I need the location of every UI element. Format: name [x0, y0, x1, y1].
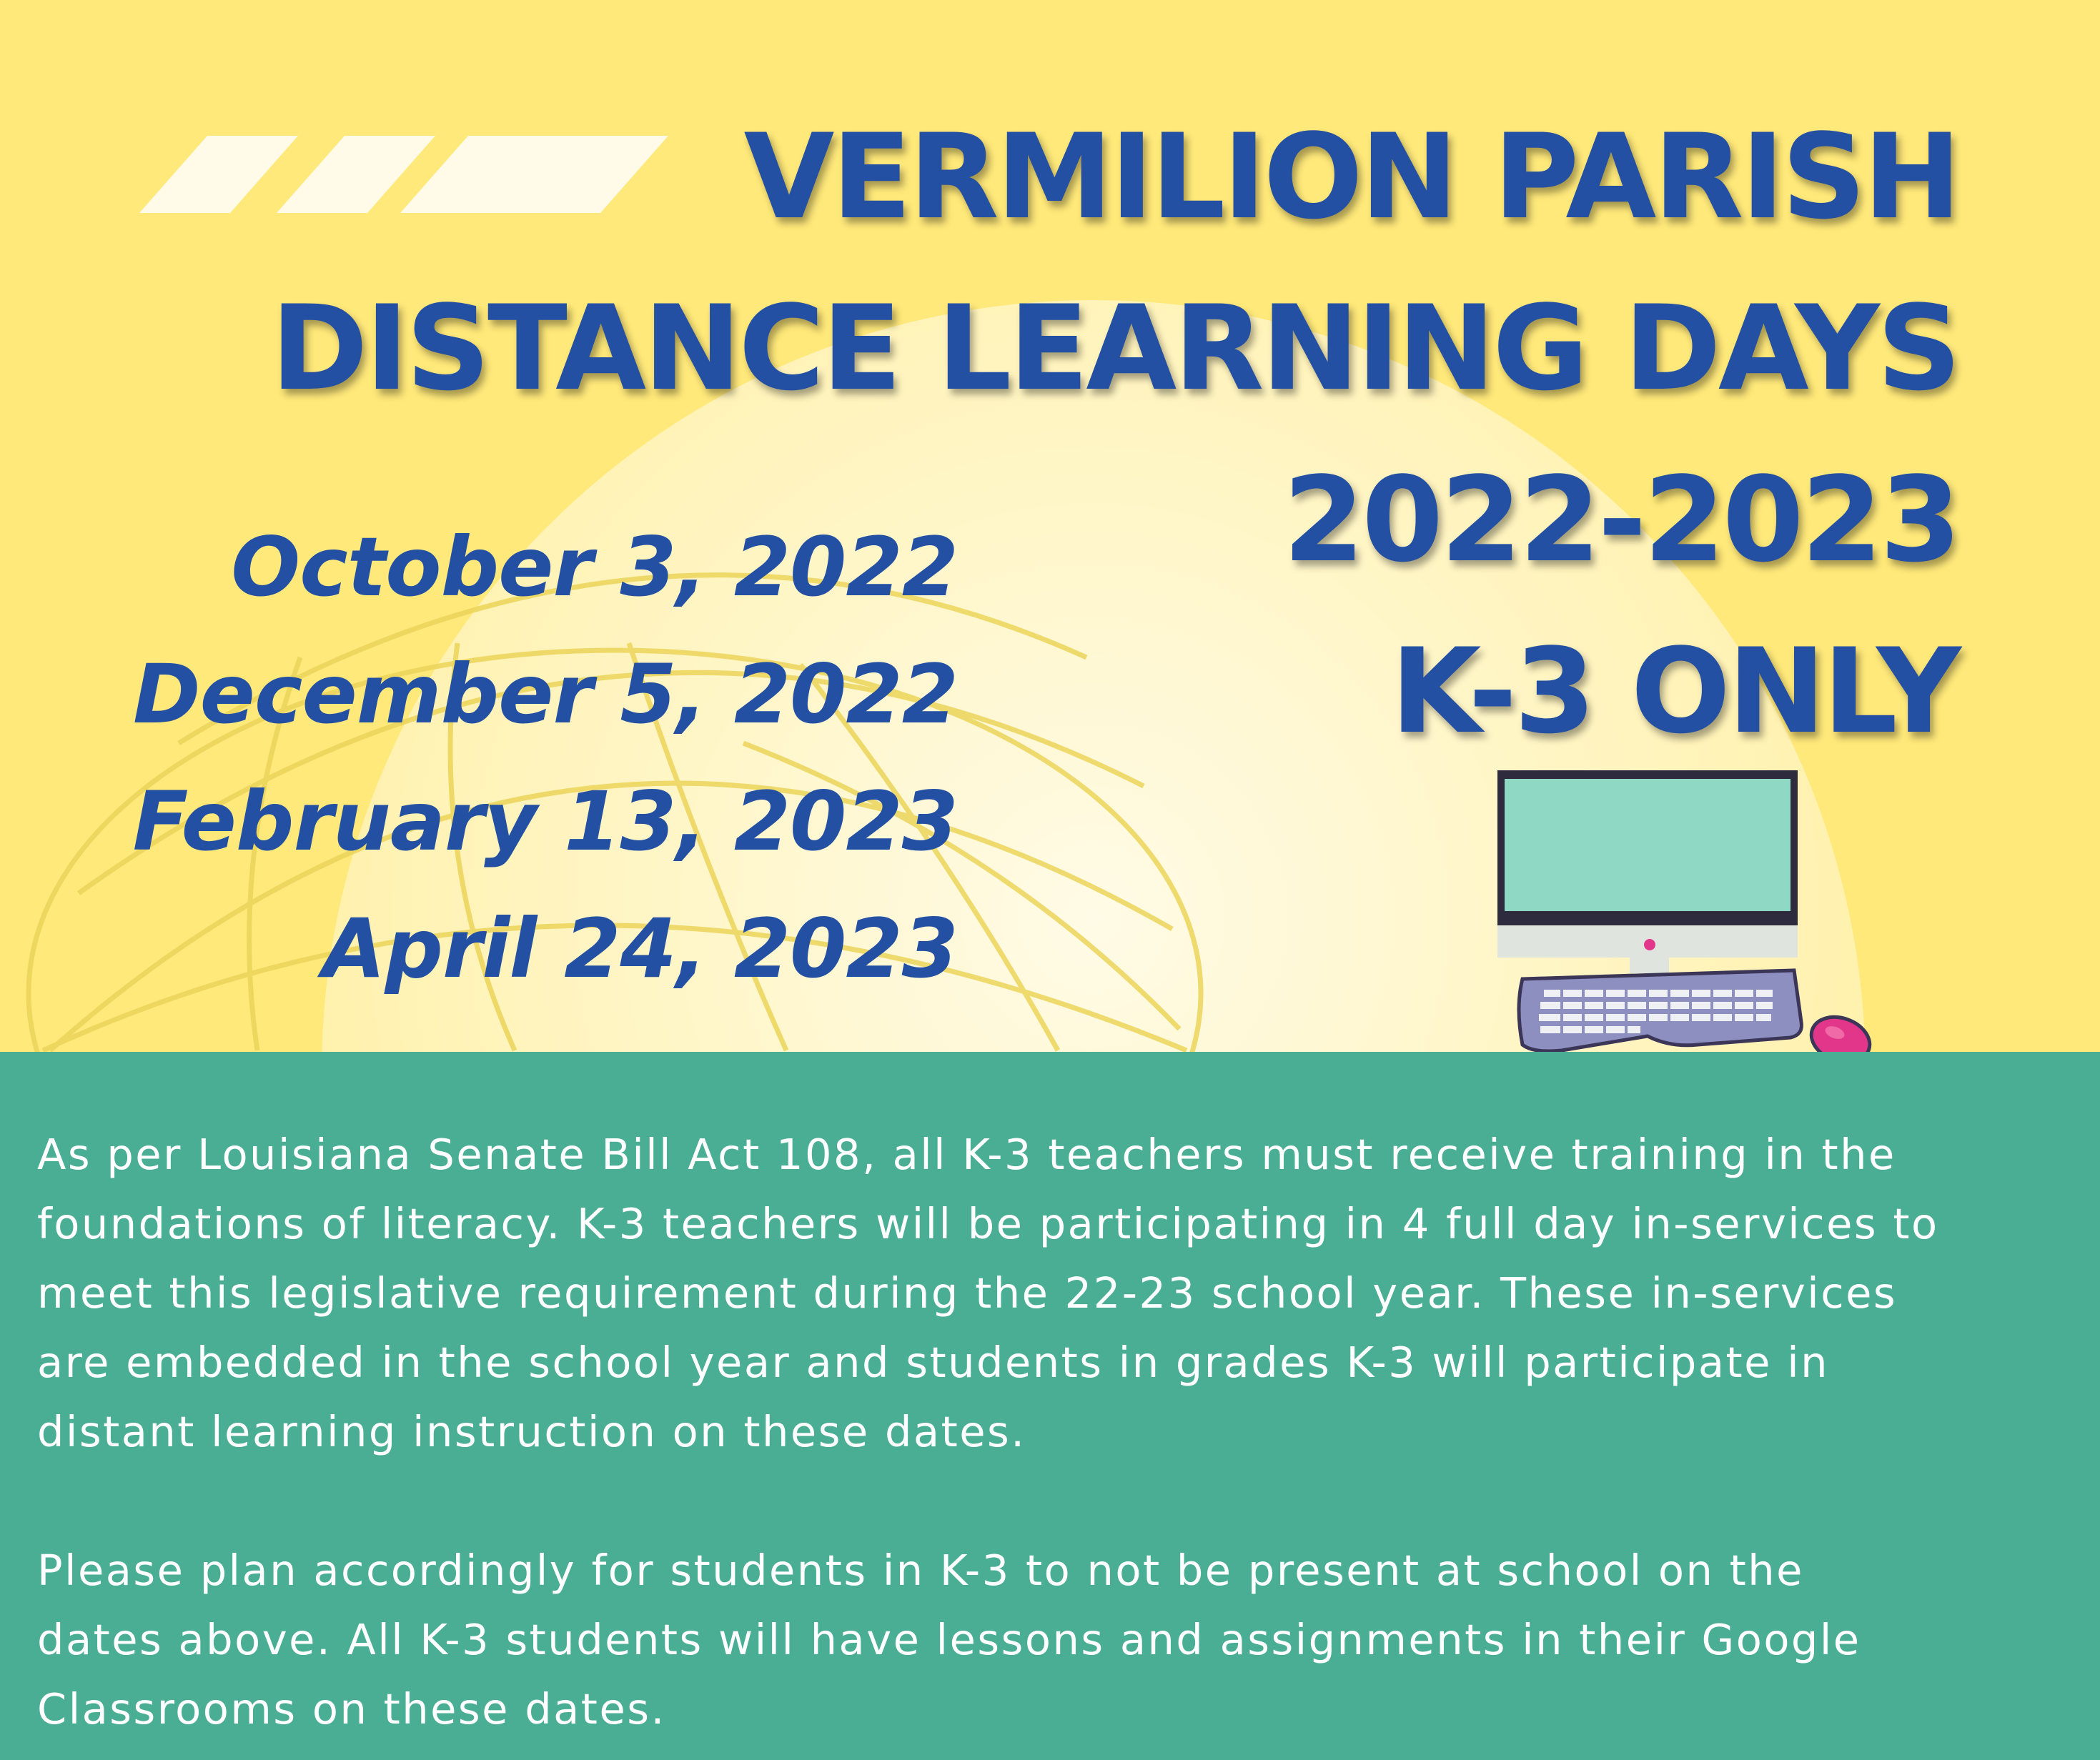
title-line-program: DISTANCE LEARNING DAYS — [270, 280, 1958, 417]
date-item: October 3, 2022 — [231, 519, 958, 615]
info-line: As per Louisiana Senate Bill Act 108, all K-3 teachers must receive training in the — [37, 1130, 1896, 1179]
info-text — [37, 1120, 2074, 1744]
dates-list — [133, 504, 958, 1013]
info-line: meet this legislative requirement during the 22-23 school year. These in-services — [37, 1268, 1898, 1318]
title-line-district: VERMILION PARISH — [743, 109, 1958, 245]
title-line-grades: K-3 ONLY — [1390, 623, 1958, 760]
date-item: December 5, 2022 — [132, 647, 958, 742]
info-line: foundations of literacy. K-3 teachers will be participating in 4 full day in-services to — [37, 1199, 1939, 1248]
keyboard-icon — [1519, 970, 1801, 1051]
info-line: distant learning instruction on these dates. — [37, 1407, 1026, 1456]
date-item: April 24, 2023 — [322, 901, 958, 996]
info-panel — [0, 1052, 2100, 1760]
info-line: dates above. All K-3 students will have lessons and assignments in their Google — [37, 1615, 1861, 1664]
info-line: are embedded in the school year and students in grades K-3 will participate in — [37, 1338, 1830, 1387]
title-line-year: 2022-2023 — [1283, 452, 1958, 588]
info-line: Classrooms on these dates. — [37, 1684, 666, 1734]
date-item: February 13, 2023 — [132, 774, 958, 869]
info-line: Please plan accordingly for students in K-3 to not be present at school on the — [37, 1546, 1804, 1595]
desktop-computer-icon — [1483, 765, 1883, 1093]
paragraph-gap — [37, 1466, 2074, 1536]
